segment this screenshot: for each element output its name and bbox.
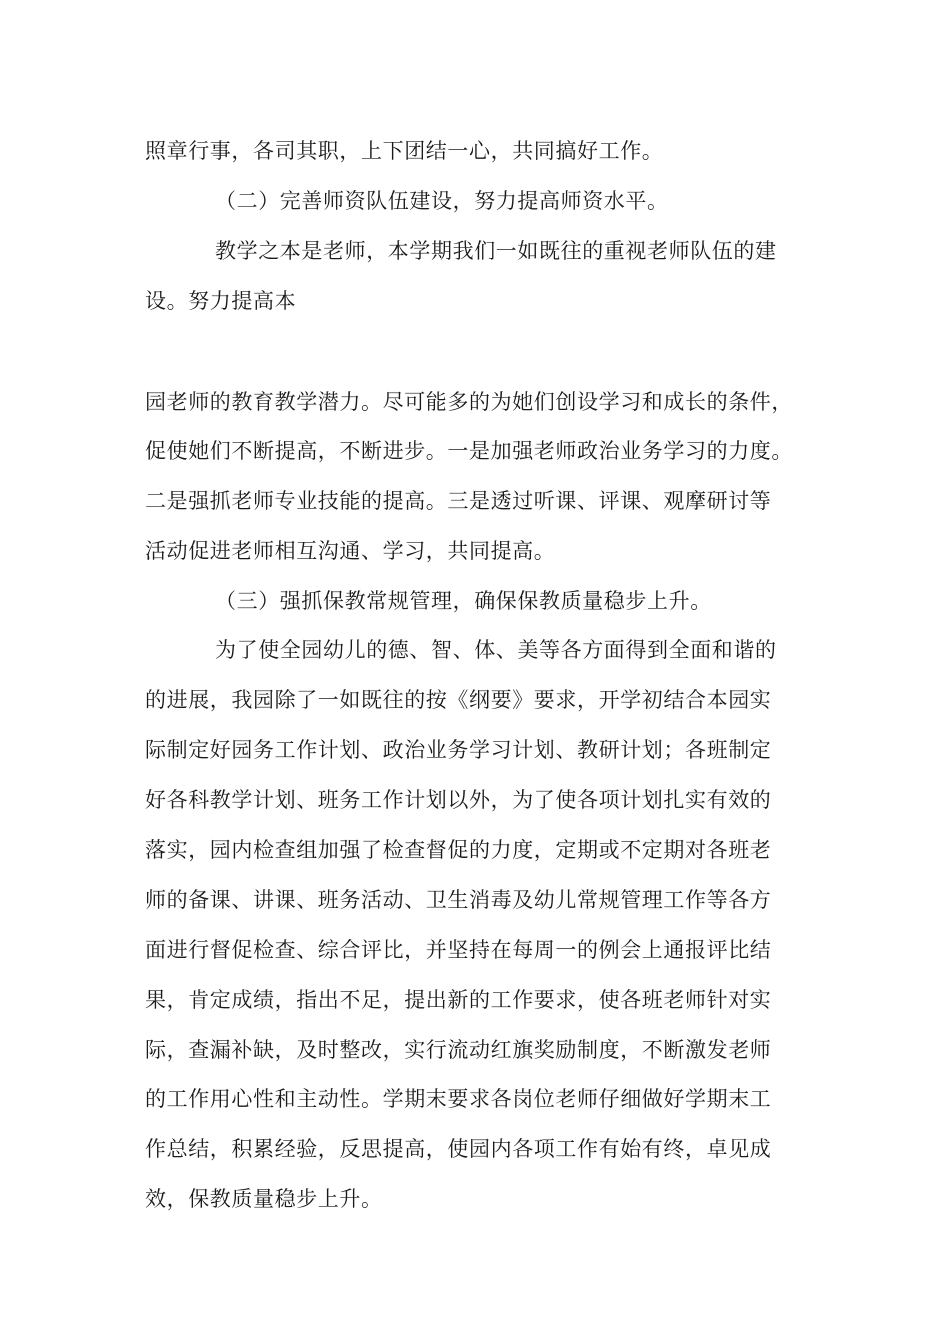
text-line: 园老师的教育教学潜力。尽可能多的为她们创设学习和成长的条件， bbox=[145, 390, 793, 414]
text-line: 好各科教学计划、班务工作计划以外，为了使各项计划扎实有效的 bbox=[145, 788, 772, 812]
text-line: 照章行事，各司其职，上下团结一心，共同搞好工作。 bbox=[145, 139, 664, 163]
section-heading-2: （二）完善师资队伍建设，努力提高师资水平。 bbox=[215, 189, 669, 213]
text-line: 教学之本是老师，本学期我们一如既往的重视老师队伍的建 bbox=[215, 239, 777, 263]
text-line: 促使她们不断提高，不断进步。一是加强老师政治业务学习的力度。 bbox=[145, 439, 793, 463]
text-line: 际制定好园务工作计划、政治业务学习计划、教研计划；各班制定 bbox=[145, 738, 772, 762]
text-line: 效，保教质量稳步上升。 bbox=[145, 1187, 383, 1211]
text-line: 作总结，积累经验，反思提高，使园内各项工作有始有终，卓见成 bbox=[145, 1137, 772, 1161]
text-line: 的工作用心性和主动性。学期末要求各岗位老师仔细做好学期末工 bbox=[145, 1087, 772, 1111]
text-line: 的进展，我园除了一如既往的按《纲要》要求，开学初结合本园实 bbox=[145, 688, 772, 712]
text-line: 活动促进老师相互沟通、学习，共同提高。 bbox=[145, 539, 556, 563]
section-heading-3: （三）强抓保教常规管理，确保保教质量稳步上升。 bbox=[215, 589, 712, 613]
text-line: 设。努力提高本 bbox=[145, 289, 297, 313]
text-line: 果，肯定成绩，指出不足，提出新的工作要求，使各班老师针对实 bbox=[145, 988, 772, 1012]
text-line: 落实，园内检查组加强了检查督促的力度，定期或不定期对各班老 bbox=[145, 838, 772, 862]
text-line: 二是强抓老师专业技能的提高。三是透过听课、评课、观摩研讨等 bbox=[145, 489, 772, 513]
text-line: 师的备课、讲课、班务活动、卫生消毒及幼儿常规管理工作等各方 bbox=[145, 888, 772, 912]
text-line: 为了使全园幼儿的德、智、体、美等各方面得到全面和谐的 bbox=[215, 638, 777, 662]
text-line: 际，查漏补缺，及时整改，实行流动红旗奖励制度，不断激发老师 bbox=[145, 1038, 772, 1062]
text-line: 面进行督促检查、综合评比，并坚持在每周一的例会上通报评比结 bbox=[145, 938, 772, 962]
